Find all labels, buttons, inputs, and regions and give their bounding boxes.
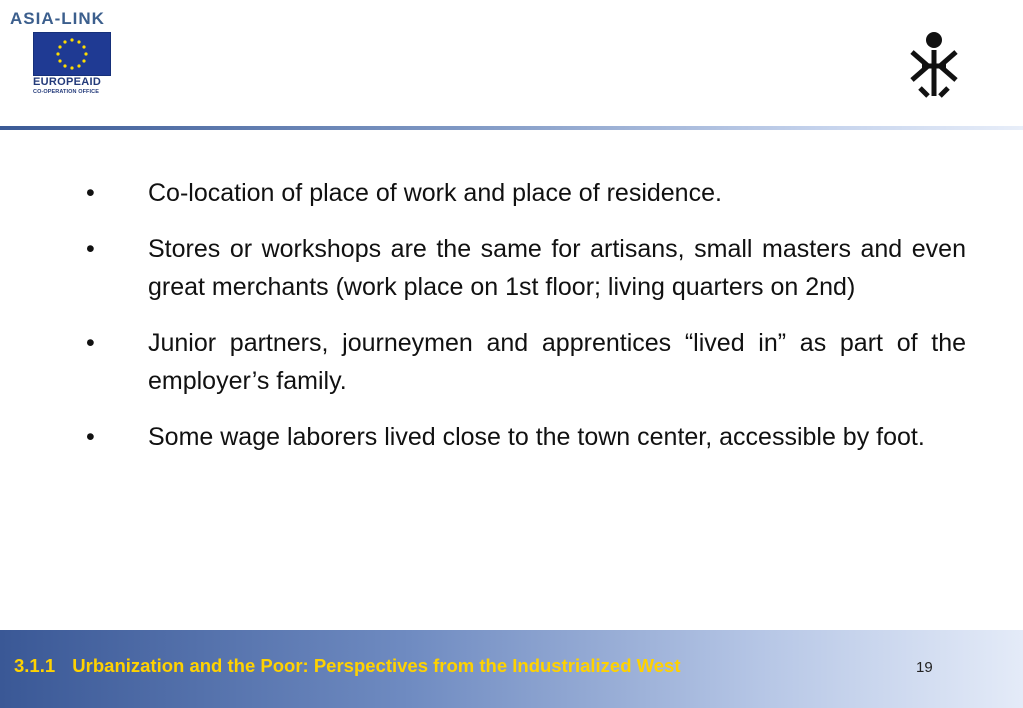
bullet-text: Co-location of place of work and place of residence.: [148, 179, 722, 207]
footer-title: [14, 652, 681, 680]
bullet-item: [86, 324, 966, 400]
bullet-list: [86, 174, 966, 474]
stylized-figure-emblem-icon: [898, 30, 970, 100]
bullet-marker: •: [86, 179, 95, 207]
section-number: 3.1.1: [14, 655, 56, 676]
eu-stars-icon: [34, 33, 110, 75]
bullet-text: Junior partners, journeymen and apprentices “lived in” as part of the employer’s family.: [148, 329, 966, 395]
bullet-item: [86, 174, 966, 212]
page-number: 19: [916, 659, 933, 676]
bullet-item: [86, 230, 966, 306]
bullet-text: Stores or workshops are the same for artisans, small masters and even great merchants (work place on 1st floor; living quarters on 2nd): [148, 235, 966, 301]
footer-bar: [0, 630, 1023, 708]
bullet-marker: •: [86, 329, 95, 357]
asia-link-logo: [8, 8, 136, 100]
cooperation-office-label: CO-OPERATION OFFICE: [33, 89, 99, 95]
header-divider: [0, 126, 1023, 130]
asia-link-wordmark: ASIA-LINK: [10, 9, 105, 28]
eu-flag-icon: [33, 32, 111, 76]
bullet-item: [86, 418, 966, 456]
section-title: Urbanization and the Poor: Perspectives from the Industrialized West: [72, 655, 681, 676]
bullet-marker: •: [86, 235, 95, 263]
europeaid-label: EUROPEAID: [33, 76, 102, 88]
bullet-text: Some wage laborers lived close to the town center, accessible by foot.: [148, 423, 925, 451]
bullet-marker: •: [86, 423, 95, 451]
